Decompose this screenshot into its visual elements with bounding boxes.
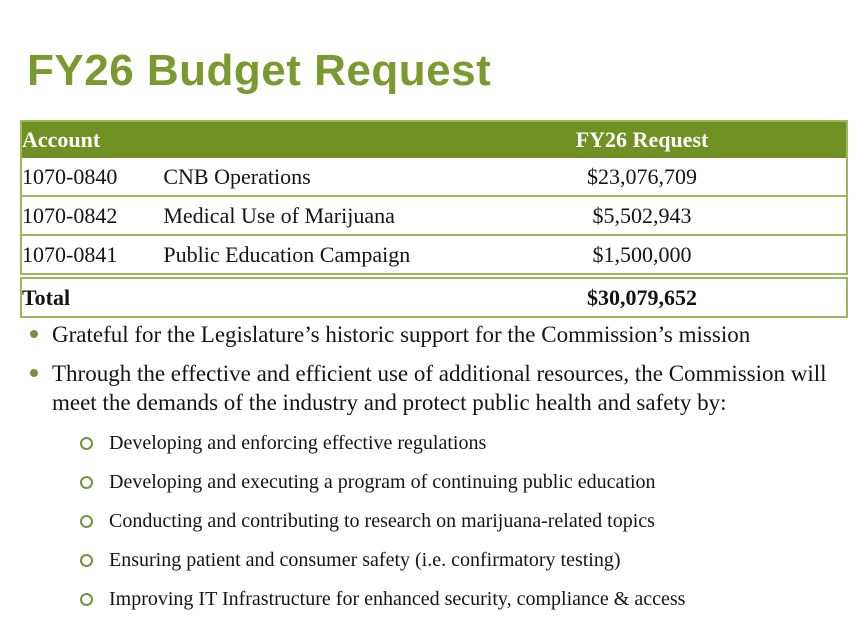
column-header-fy26-request: FY26 Request [438, 121, 847, 158]
circle-bullet-icon [80, 437, 93, 450]
slide-title: FY26 Budget Request [27, 46, 492, 95]
bullet-dot-icon [30, 330, 38, 338]
bullet-text: Through the effective and efficient use of additional resources, the Commission will meet the demands of the industry and protect public health and safety by: [52, 361, 827, 415]
account-name-cell: CNB Operations [163, 158, 438, 196]
sub-bullet-item [80, 430, 836, 456]
account-number-cell: 1070-0841 [21, 235, 163, 276]
sub-bullet-text: Ensuring patient and consumer safety (i.e. confirmatory testing) [109, 549, 621, 571]
account-number-cell: 1070-0840 [21, 158, 163, 196]
bullet-item [30, 359, 836, 417]
sub-bullet-text: Improving IT Infrastructure for enhanced security, compliance & access [109, 588, 686, 610]
amount-cell: $23,076,709 [438, 158, 847, 196]
circle-bullet-icon [80, 554, 93, 567]
table-row [21, 158, 847, 196]
bullet-text: Grateful for the Legislature’s historic support for the Commission’s mission [52, 322, 751, 347]
table-row [21, 235, 847, 276]
sub-bullet-item [80, 547, 836, 573]
sub-bullet-text: Developing and enforcing effective regulations [109, 432, 487, 454]
circle-bullet-icon [80, 515, 93, 528]
sub-bullet-text: Conducting and contributing to research on marijuana-related topics [109, 510, 655, 532]
amount-cell: $1,500,000 [438, 235, 847, 276]
budget-table [20, 120, 848, 318]
table-row [21, 196, 847, 235]
table-header-row [21, 121, 847, 158]
column-header-account: Account [21, 121, 438, 158]
account-name-cell: Medical Use of Marijuana [163, 196, 438, 235]
total-row [21, 276, 847, 317]
bullet-dot-icon [30, 369, 38, 377]
total-amount: $30,079,652 [438, 276, 847, 317]
sub-bullet-item [80, 586, 836, 612]
account-number-cell: 1070-0842 [21, 196, 163, 235]
circle-bullet-icon [80, 476, 93, 489]
sub-bullet-item [80, 469, 836, 495]
amount-cell: $5,502,943 [438, 196, 847, 235]
bullet-item [30, 320, 836, 349]
circle-bullet-icon [80, 593, 93, 606]
sub-bullet-item [80, 508, 836, 534]
sub-bullet-text: Developing and executing a program of continuing public education [109, 471, 656, 493]
account-name-cell: Public Education Campaign [163, 235, 438, 276]
total-label: Total [21, 276, 438, 317]
bullet-list [30, 320, 836, 625]
sub-bullet-list [30, 430, 836, 612]
